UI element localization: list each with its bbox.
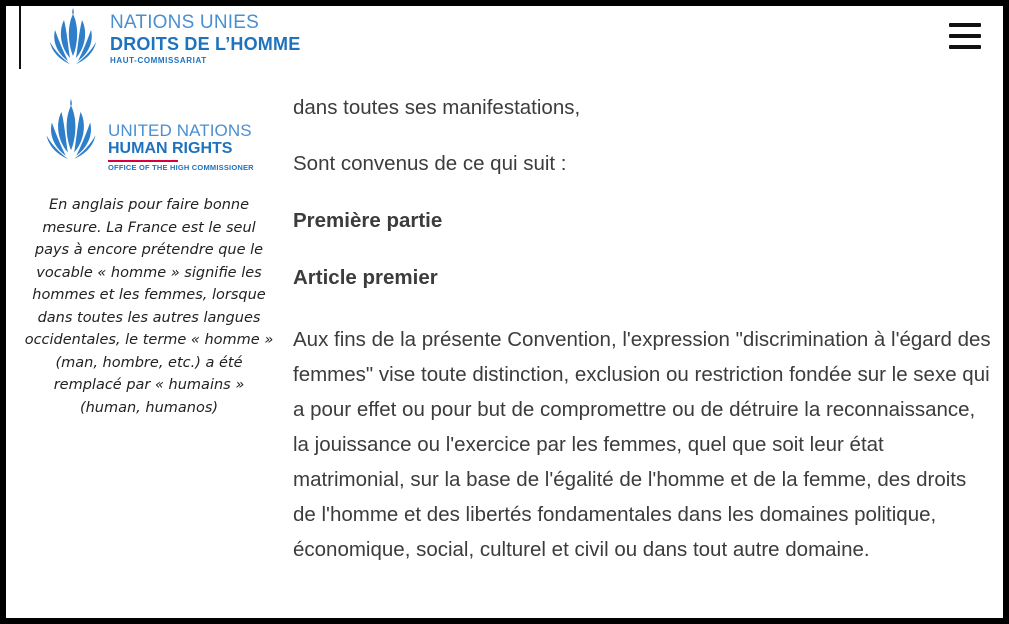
paragraph: Sont convenus de ce qui suit : — [293, 152, 567, 175]
divider — [19, 6, 21, 69]
ohchr-logo-en — [38, 94, 278, 174]
logo-en-line2: HUMAN RIGHTS — [108, 140, 233, 157]
page-frame — [6, 6, 1003, 618]
logo-underline — [108, 160, 178, 162]
article-body: Aux fins de la présente Convention, l'expression "discrimination à l'égard des femmes" vise toute distinction, exclusion ou restriction fondée sur le sexe qui a pour effet ou pour but de compromettre ou de détruire la reconnaissance, la jouissance ou l'exercice par les femmes, quel que soit leur état matrimonial, sur la base de l'égalité de l'homme et de la femme, des droits de l'homme et des libertés fondamentales dans les domaines politique, économique, social, culturel et civil ou dans tout autre domaine. — [293, 328, 991, 561]
header — [6, 6, 1003, 76]
article-heading: Article premier — [293, 266, 438, 289]
hamburger-menu-icon[interactable] — [946, 21, 984, 53]
logo-en-line3: OFFICE OF THE HIGH COMMISSIONER — [108, 163, 254, 172]
logo-fr-line1: NATIONS UNIES — [110, 12, 259, 33]
logo-en-line1: UNITED NATIONS — [108, 121, 252, 140]
ohchr-logo-fr[interactable] — [42, 6, 302, 70]
un-emblem-icon — [38, 94, 104, 166]
logo-fr-line3: HAUT-COMMISSARIAT — [110, 56, 207, 65]
logo-fr-line2: DROITS DE L’HOMME — [110, 34, 301, 54]
section-heading: Première partie — [293, 209, 443, 232]
un-emblem-icon — [42, 6, 104, 68]
paragraph: dans toutes ses manifestations, — [293, 96, 581, 119]
image-caption: En anglais pour faire bonne mesure. La France est le seul pays à encore prétendre que le vocable « homme » signifie les hommes et les femmes, lorsque dans toutes les autres langues occidentales, le terme « homme » (man, hombre, etc.) a été remplacé par « humains » (human, humanos) — [24, 197, 274, 416]
